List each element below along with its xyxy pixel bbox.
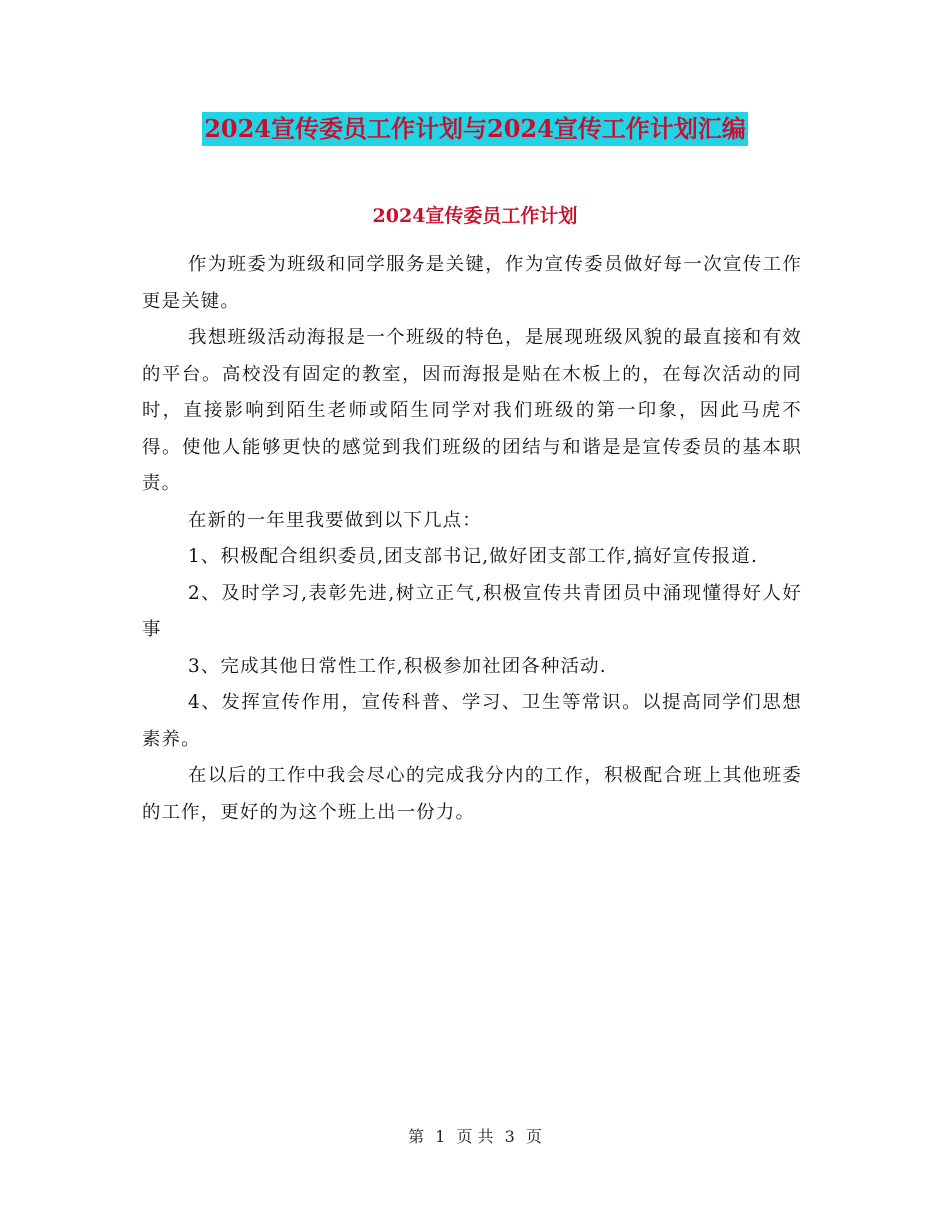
list-item: 3、完成其他日常性工作,积极参加社团各种活动.	[188, 655, 607, 677]
paragraph: 作为班委为班级和同学服务是关键，作为宣传委员做好每一次宣传工作更是关键。	[142, 254, 802, 312]
paragraph: 在新的一年里我要做到以下几点：	[188, 509, 482, 531]
page-footer	[0, 1126, 950, 1148]
footer-middle: 页 共	[456, 1127, 494, 1146]
document-title: 2024宣传委员工作计划与2024宣传工作计划汇编	[202, 112, 748, 146]
section-title: 2024宣传委员工作计划	[372, 205, 578, 227]
footer-total-pages: 3	[504, 1127, 515, 1146]
list-item: 4、发挥宣传作用，宣传科普、学习、卫生等常识。以提高同学们思想素养。	[142, 692, 802, 750]
document-body	[142, 247, 802, 831]
footer-page-number: 1	[435, 1127, 446, 1146]
paragraph: 我想班级活动海报是一个班级的特色，是展现班级风貌的最直接和有效的平台。高校没有固定的教室，因而海报是贴在木板上的，在每次活动的同时，直接影响到陌生老师或陌生同学对我们班级的第一印象，因此马虎不得。使他人能够更快的感觉到我们班级的团结与和谐是是宣传委员的基本职责。	[142, 327, 802, 494]
paragraph: 在以后的工作中我会尽心的完成我分内的工作，积极配合班上其他班委的工作，更好的为这个班上出一份力。	[142, 765, 802, 823]
list-item: 2、及时学习,表彰先进,树立正气,积极宣传共青团员中涌现懂得好人好事	[142, 582, 802, 640]
document-title-wrap	[0, 112, 950, 146]
list-item: 1、积极配合组织委员,团支部书记,做好团支部工作,搞好宣传报道.	[188, 546, 759, 567]
footer-suffix: 页	[525, 1127, 542, 1146]
footer-prefix: 第	[408, 1127, 425, 1146]
